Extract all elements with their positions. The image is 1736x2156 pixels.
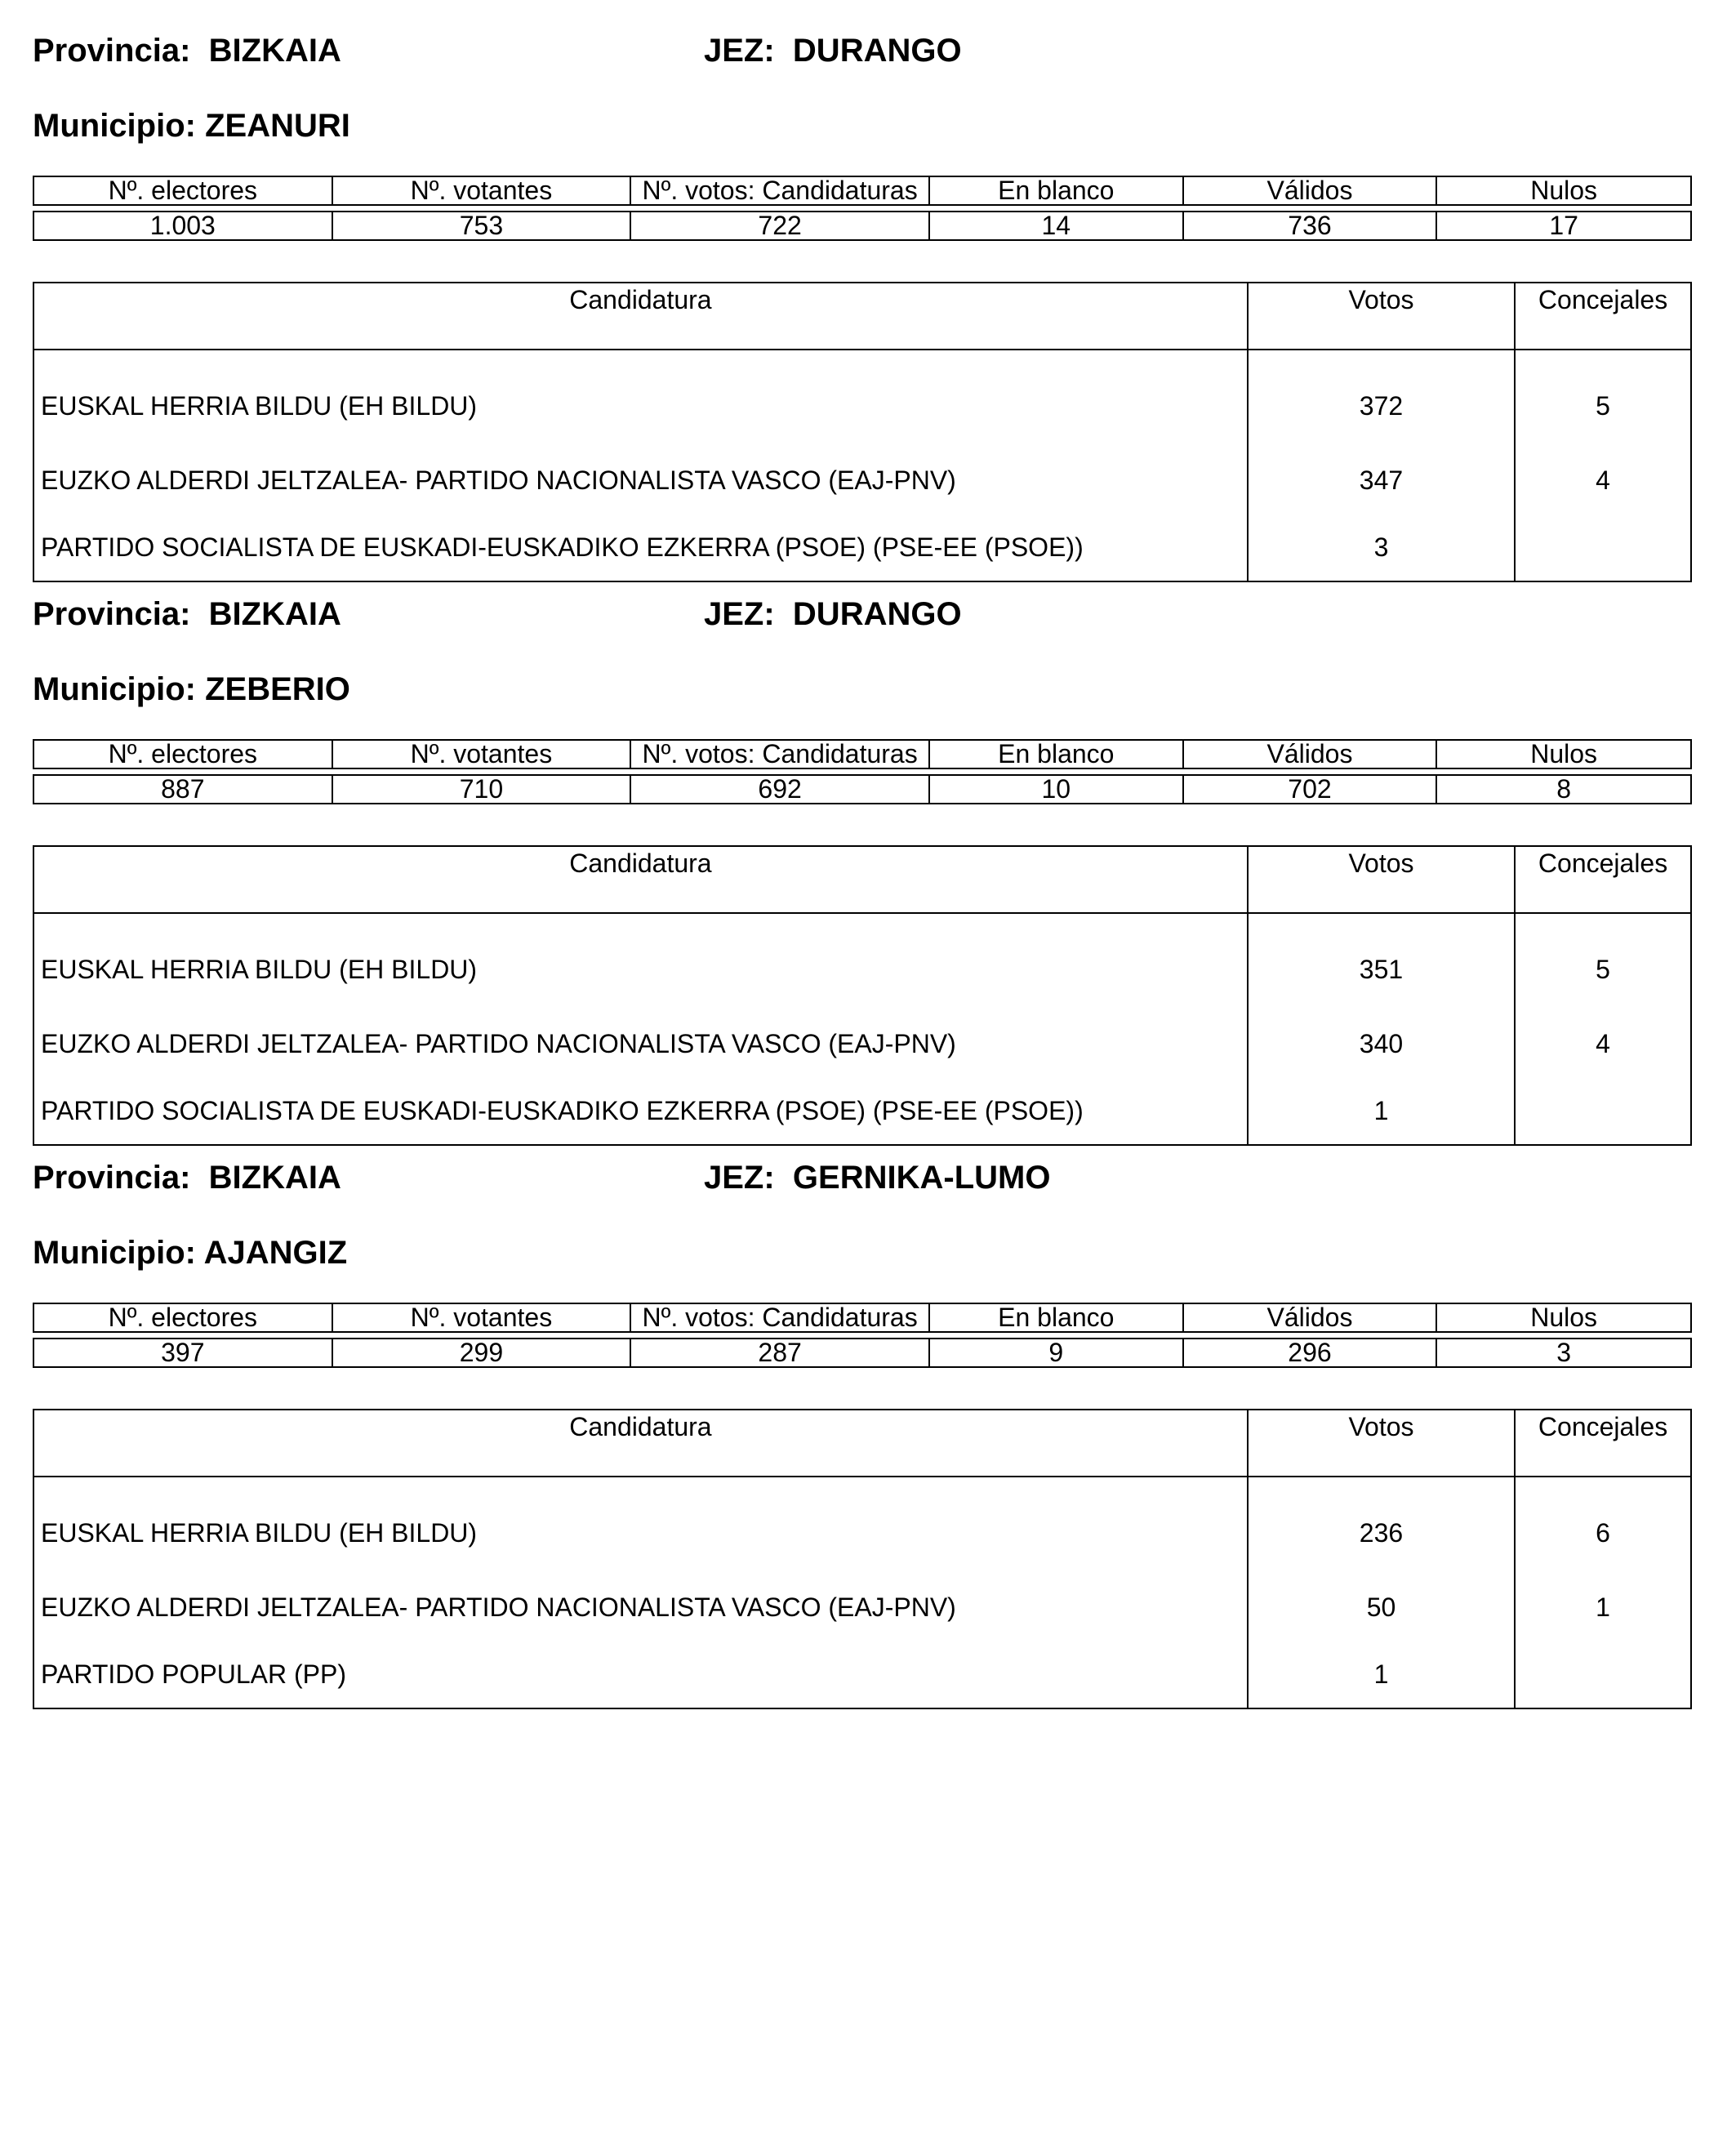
stats-header-votos-candidaturas: Nº. votos: Candidaturas [630,1303,929,1332]
stats-header-en-blanco: En blanco [929,176,1183,205]
stats-value-nulos: 17 [1436,212,1691,240]
provincia-heading [33,31,341,70]
candidatura-concejales [1515,1641,1691,1708]
candidaturas-table [33,845,1692,1146]
stats-header-row [33,740,1691,768]
candidatura-row [33,913,1691,1010]
header-votos: Votos [1248,1410,1515,1477]
stats-header-en-blanco: En blanco [929,740,1183,768]
stats-header-votantes: Nº. votantes [332,176,631,205]
candidatura-name: PARTIDO SOCIALISTA DE EUSKADI-EUSKADIKO EZKERRA (PSOE) (PSE-EE (PSOE)) [33,1077,1248,1145]
candidaturas-table [33,282,1692,582]
jez-heading [704,1158,1050,1197]
stats-header-votos-candidaturas: Nº. votos: Candidaturas [630,176,929,205]
candidatura-votos: 1 [1248,1641,1515,1708]
header-votos: Votos [1248,283,1515,350]
candidatura-row [33,1010,1691,1077]
candidatura-name: PARTIDO POPULAR (PP) [33,1641,1248,1708]
candidatura-row [33,447,1691,514]
stats-value-validos: 736 [1183,212,1437,240]
candidatura-name: EUSKAL HERRIA BILDU (EH BILDU) [33,1477,1248,1574]
candidatura-votos: 347 [1248,447,1515,514]
candidatura-concejales: 5 [1515,350,1691,447]
provincia-heading [33,1158,341,1197]
jez-heading [704,595,962,634]
municipio-heading [33,106,350,145]
municipio-value: AJANGIZ [203,1235,348,1271]
stats-value-en-blanco: 14 [929,212,1183,240]
candidatura-name: EUSKAL HERRIA BILDU (EH BILDU) [33,350,1248,447]
header-concejales: Concejales [1515,846,1691,913]
stats-value-votantes: 710 [332,775,631,804]
jez-value: DURANGO [792,33,962,69]
stats-header-electores: Nº. electores [33,740,332,768]
candidaturas-header-row [33,846,1691,913]
stats-value-votantes: 299 [332,1339,631,1367]
stats-value-votos-candidaturas: 692 [630,775,929,804]
stats-table [33,176,1692,241]
provincia-value: BIZKAIA [208,33,341,69]
candidatura-votos: 351 [1248,913,1515,1010]
header-candidatura: Candidatura [33,846,1248,913]
jez-value: GERNIKA-LUMO [792,1160,1051,1196]
stats-value-en-blanco: 9 [929,1339,1183,1367]
provincia-label: Provincia: [33,1160,191,1196]
stats-value-electores: 887 [33,775,332,804]
stats-value-validos: 296 [1183,1339,1437,1367]
stats-value-electores: 397 [33,1339,332,1367]
candidatura-concejales: 1 [1515,1574,1691,1641]
municipio-section [0,0,1736,564]
candidaturas-header-row [33,1410,1691,1477]
candidatura-concejales: 6 [1515,1477,1691,1574]
jez-heading [704,31,962,70]
stats-value-validos: 702 [1183,775,1437,804]
stats-header-en-blanco: En blanco [929,1303,1183,1332]
stats-value-electores: 1.003 [33,212,332,240]
provincia-heading [33,595,341,634]
candidatura-name: EUZKO ALDERDI JELTZALEA- PARTIDO NACIONALISTA VASCO (EAJ-PNV) [33,447,1248,514]
stats-header-nulos: Nulos [1436,1303,1691,1332]
candidatura-votos: 50 [1248,1574,1515,1641]
candidatura-name: EUSKAL HERRIA BILDU (EH BILDU) [33,913,1248,1010]
candidatura-votos: 372 [1248,350,1515,447]
stats-header-validos: Válidos [1183,740,1437,768]
municipio-heading [33,1233,347,1272]
stats-header-electores: Nº. electores [33,176,332,205]
candidatura-row [33,1574,1691,1641]
municipio-value: ZEANURI [205,108,350,144]
candidatura-votos: 3 [1248,514,1515,581]
stats-header-validos: Válidos [1183,176,1437,205]
provincia-value: BIZKAIA [208,596,341,632]
stats-value-votos-candidaturas: 287 [630,1339,929,1367]
municipio-label: Municipio: [33,1235,196,1271]
stats-value-row [33,212,1691,240]
header-candidatura: Candidatura [33,283,1248,350]
jez-label: JEZ: [704,1160,775,1196]
header-concejales: Concejales [1515,1410,1691,1477]
municipio-heading [33,670,350,709]
stats-header-nulos: Nulos [1436,740,1691,768]
candidatura-row [33,1641,1691,1708]
header-votos: Votos [1248,846,1515,913]
candidatura-name: EUZKO ALDERDI JELTZALEA- PARTIDO NACIONALISTA VASCO (EAJ-PNV) [33,1574,1248,1641]
stats-value-row [33,775,1691,804]
municipio-label: Municipio: [33,671,196,707]
stats-value-nulos: 3 [1436,1339,1691,1367]
candidatura-name: EUZKO ALDERDI JELTZALEA- PARTIDO NACIONALISTA VASCO (EAJ-PNV) [33,1010,1248,1077]
header-candidatura: Candidatura [33,1410,1248,1477]
stats-value-votantes: 753 [332,212,631,240]
candidatura-row [33,350,1691,447]
municipio-section [0,564,1736,1127]
municipio-label: Municipio: [33,108,196,144]
jez-value: DURANGO [792,596,962,632]
stats-separator [33,205,1691,212]
jez-label: JEZ: [704,33,775,69]
candidatura-votos: 340 [1248,1010,1515,1077]
stats-header-row [33,176,1691,205]
municipio-section [0,1127,1736,1690]
candidatura-votos: 236 [1248,1477,1515,1574]
stats-header-votantes: Nº. votantes [332,1303,631,1332]
stats-separator [33,1332,1691,1339]
candidatura-votos: 1 [1248,1077,1515,1145]
stats-header-nulos: Nulos [1436,176,1691,205]
stats-header-votantes: Nº. votantes [332,740,631,768]
stats-table [33,1303,1692,1368]
jez-label: JEZ: [704,596,775,632]
stats-value-nulos: 8 [1436,775,1691,804]
candidatura-concejales: 4 [1515,1010,1691,1077]
candidaturas-table [33,1409,1692,1709]
candidatura-name: PARTIDO SOCIALISTA DE EUSKADI-EUSKADIKO EZKERRA (PSOE) (PSE-EE (PSOE)) [33,514,1248,581]
provincia-label: Provincia: [33,33,191,69]
provincia-value: BIZKAIA [208,1160,341,1196]
header-concejales: Concejales [1515,283,1691,350]
stats-table [33,739,1692,804]
municipio-value: ZEBERIO [205,671,350,707]
provincia-label: Provincia: [33,596,191,632]
stats-header-row [33,1303,1691,1332]
stats-header-electores: Nº. electores [33,1303,332,1332]
candidatura-concejales: 4 [1515,447,1691,514]
stats-value-row [33,1339,1691,1367]
stats-value-votos-candidaturas: 722 [630,212,929,240]
candidatura-concejales: 5 [1515,913,1691,1010]
stats-header-votos-candidaturas: Nº. votos: Candidaturas [630,740,929,768]
candidatura-row [33,1477,1691,1574]
stats-header-validos: Válidos [1183,1303,1437,1332]
stats-separator [33,768,1691,775]
candidaturas-header-row [33,283,1691,350]
stats-value-en-blanco: 10 [929,775,1183,804]
